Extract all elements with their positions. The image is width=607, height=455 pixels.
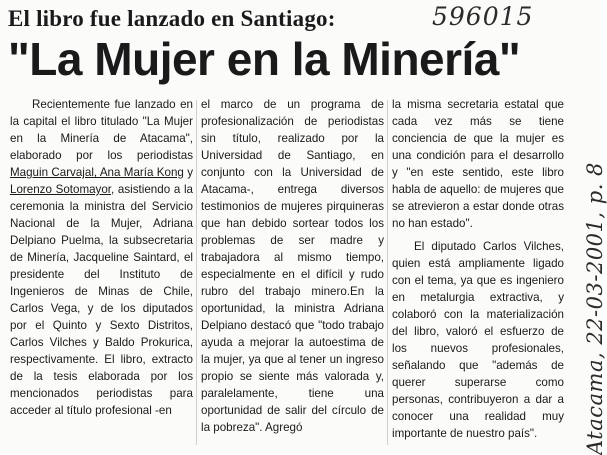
article-column-3 xyxy=(392,96,564,442)
article-column-1 xyxy=(10,96,193,419)
conjunction-text: y xyxy=(183,166,193,179)
handwritten-source-note: Atacama, 22-03-2001, p. 8 xyxy=(583,162,607,455)
column-1-lead-text: Recientemente fue lanzado en la capital el libro titulado "La Mujer en la Minería de Atacama", elaborado por los periodistas xyxy=(10,98,193,162)
column-1-paragraph xyxy=(10,96,193,419)
handwritten-archive-code: 596015 xyxy=(432,2,534,31)
article-column-2 xyxy=(201,96,384,436)
author-names-1: Maguin Carvajal, Ana María Kong xyxy=(10,166,184,179)
column-divider xyxy=(196,100,197,445)
author-names-2: Lorenzo Sotomayor xyxy=(10,183,112,196)
kicker-headline: El libro fue lanzado en Santiago: xyxy=(8,6,336,31)
column-3-paragraph-2: El diputado Carlos Vilches, quien está ampliamente ligado con el tema, ya que es ingeniero en metalurgia extractiva, y colaboró con la materialización del libro, valoró el esfuerzo de los nuevos profesionales, señalando que "además de querer superarse como personas, contribuyeron a dar a conocer una realidad muy importante de nuestro país". xyxy=(392,240,564,440)
column-divider xyxy=(387,100,388,445)
main-headline: "La Mujer en la Minería" xyxy=(8,33,521,85)
column-2-paragraph: el marco de un programa de profesionalización de periodistas sin título, realizado por la Universidad de Santiago, en conjunto con la Universidad de Atacama-, entrega diversos testimonios de mujeres pirquineras que han debido sortear todos los problemas de ser madre y trabajadora al mismo tiempo, especialmente en el difícil y rudo rubro del trabajo minero.En la oportunidad, la ministra Adriana Delpiano destacó que "todo trabajo ayuda a mejorar la autoestima de la mujer, ya que al tener un ingreso propio se siente más valorada y, paralelamente, tiene una oportunidad de salir del círculo de la pobreza". Agregó xyxy=(201,98,384,434)
column-3-paragraph-1: la misma secretaria estatal que cada vez más se tiene conciencia de que la mujer es una condición para el desarrollo y "en este sentido, este libro habla de aquello: de mujeres que se atrevieron a estar donde otras no han estado". xyxy=(392,98,564,230)
column-1-body-text: , asistiendo a la ceremonia la ministra del Servicio Nacional de la Mujer, Adriana Delpiano Puelma, la subsecretaria de Minería, Jacqueline Saintard, el presidente del Instituto de Ingenieros de Minas de Chile, Carlos Vega, y de los diputados por el Quinto y Sexto Distritos, Carlos Vilches y Baldo Prokurica, respectivamente. El libro, extracto de la tesis elaborada por los mencionados periodistas para acceder al título profesional -en xyxy=(10,183,193,417)
